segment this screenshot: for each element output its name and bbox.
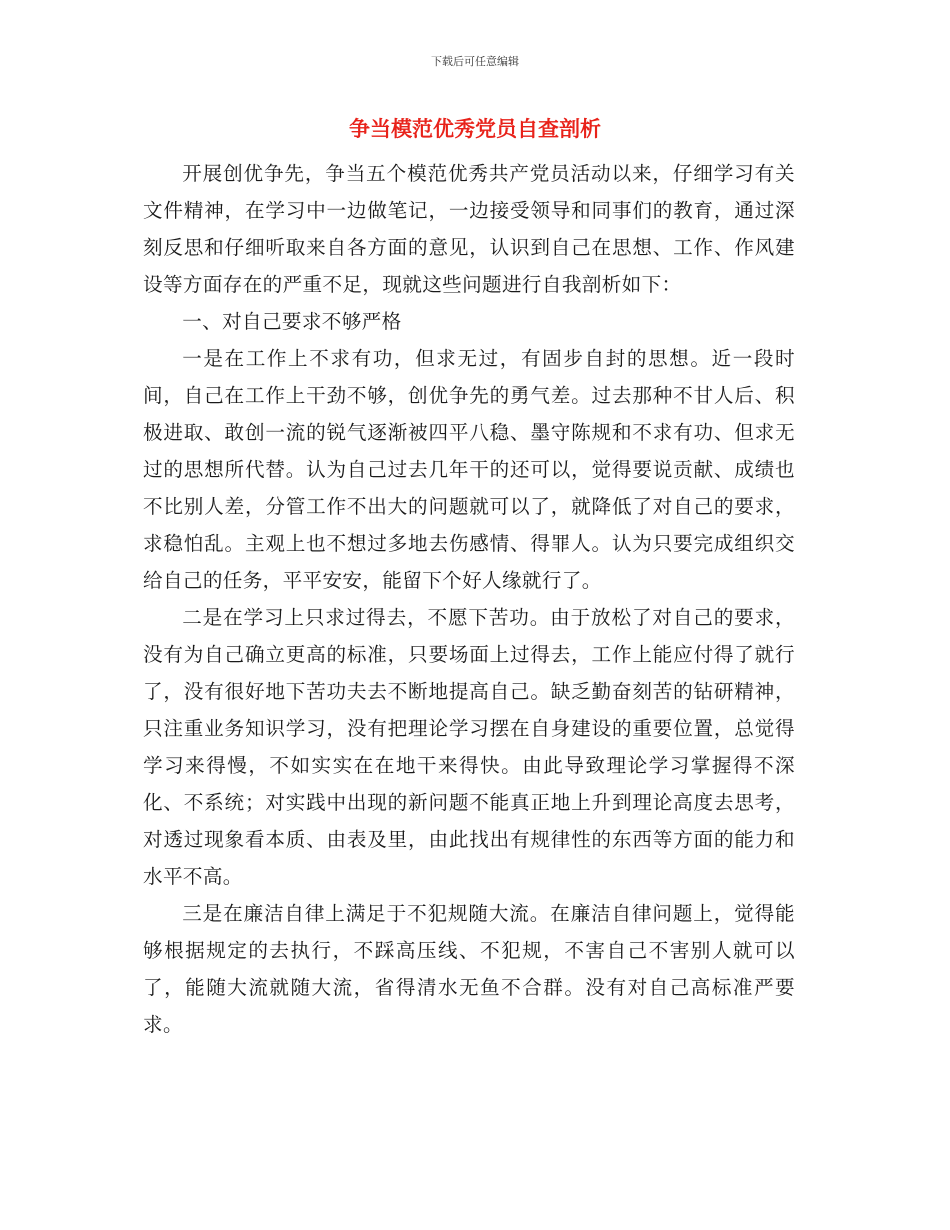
page-header-note: 下载后可任意编辑	[431, 55, 519, 68]
paragraph-point-3: 三是在廉洁自律上满足于不犯规随大流。在廉洁自律问题上，觉得能够根据规定的去执行，不踩高压线、不犯规，不害自己不害别人就可以了，能随大流就随大流，省得清水无鱼不合群。没有对自己高标准严要求。	[143, 902, 795, 1036]
paragraph-point-1: 一是在工作上不求有功，但求无过，有固步自封的思想。近一段时间，自己在工作上干劲不够，创优争先的勇气差。过去那种不甘人后、积极进取、敢创一流的锐气逐渐被四平八稳、墨守陈规和不求有功、但求无过的思想所代替。认为自己过去几年干的还可以，觉得要说贡献、成绩也不比别人差，分管工作不出大的问题就可以了，就降低了对自己的要求，求稳怕乱。主观上也不想过多地去伤感情、得罪人。认为只要完成组织交给自己的任务，平平安安，能留下个好人缘就行了。	[143, 347, 795, 592]
intro-paragraph: 开展创优争先，争当五个模范优秀共产党员活动以来，仔细学习有关文件精神，在学习中一边做笔记，一边接受领导和同事们的教育，通过深刻反思和仔细听取来自各方面的意见，认识到自己在思想、工作、作风建设等方面存在的严重不足，现就这些问题进行自我剖析如下：	[143, 162, 795, 296]
document-body	[143, 155, 795, 1043]
document-title: 争当模范优秀党员自查剖析	[349, 117, 601, 141]
paragraph-point-2: 二是在学习上只求过得去，不愿下苦功。由于放松了对自己的要求，没有为自己确立更高的标准，只要场面上过得去，工作上能应付得了就行了，没有很好地下苦功夫去不断地提高自己。缺乏勤奋刻苦的钻研精神，只注重业务知识学习，没有把理论学习摆在自身建设的重要位置，总觉得学习来得慢，不如实实在在地干来得快。由此导致理论学习掌握得不深化、不系统；对实践中出现的新问题不能真正地上升到理论高度去思考，对透过现象看本质、由表及里，由此找出有规律性的东西等方面的能力和水平不高。	[143, 606, 795, 888]
section-heading: 一、对自己要求不够严格	[182, 310, 402, 333]
